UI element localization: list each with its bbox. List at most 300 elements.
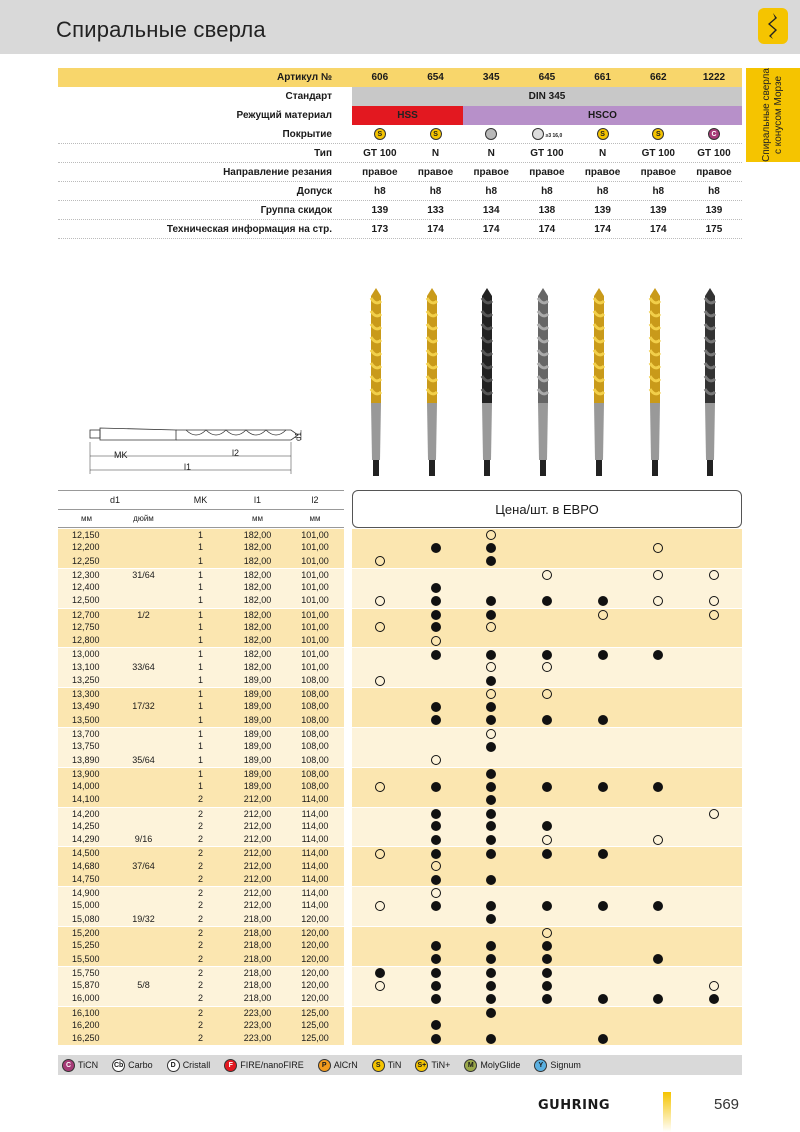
availability-cell bbox=[408, 569, 464, 581]
availability-cell bbox=[630, 740, 686, 753]
availability-cell bbox=[630, 833, 686, 846]
col-d1-inch: дюйм bbox=[133, 514, 154, 523]
cell-d1-inch bbox=[115, 768, 172, 780]
cell-d1-inch bbox=[115, 887, 172, 899]
availability-cell bbox=[463, 927, 519, 939]
cell-mk: 1 bbox=[197, 609, 203, 620]
availability-cell bbox=[463, 648, 519, 660]
legend-label: Signum bbox=[550, 1060, 581, 1070]
legend-label: AlCrN bbox=[333, 1060, 358, 1070]
cell-d1-mm: 13,250 bbox=[72, 674, 100, 685]
table-row bbox=[58, 767, 742, 780]
stock-dot-icon bbox=[431, 1034, 441, 1044]
cell-l2: 101,00 bbox=[301, 609, 329, 620]
availability-cell bbox=[630, 979, 686, 992]
cell-mk: 2 bbox=[197, 888, 203, 899]
on-request-dot-icon bbox=[653, 543, 663, 553]
availability-cell bbox=[352, 927, 408, 939]
cell-l2: 125,00 bbox=[301, 1019, 329, 1030]
availability-cell bbox=[630, 621, 686, 634]
cell-mk: 1 bbox=[197, 569, 203, 580]
direction-0: правое bbox=[362, 167, 398, 178]
availability-cell bbox=[630, 714, 686, 727]
cell-l1: 212,00 bbox=[243, 860, 272, 871]
spec-row-info bbox=[58, 220, 742, 239]
availability-cell bbox=[575, 860, 631, 873]
availability-cell bbox=[463, 979, 519, 992]
legend-item bbox=[372, 1059, 402, 1072]
tolerance-6: h8 bbox=[708, 186, 720, 197]
dimension-diagram bbox=[86, 418, 306, 483]
cell-d1-inch bbox=[115, 1032, 172, 1045]
availability-cell bbox=[463, 780, 519, 793]
availability-cell bbox=[519, 768, 575, 780]
cell-d1-mm: 13,890 bbox=[72, 754, 100, 765]
cell-l2: 108,00 bbox=[301, 701, 329, 712]
diagram-l1: l1 bbox=[184, 462, 192, 472]
table-row bbox=[58, 661, 742, 674]
availability-cell bbox=[519, 529, 575, 541]
cell-l2: 120,00 bbox=[301, 993, 329, 1004]
availability-cell bbox=[686, 808, 742, 820]
availability-cell bbox=[352, 887, 408, 899]
availability-cell bbox=[686, 555, 742, 568]
cell-d1-mm: 14,680 bbox=[72, 860, 100, 871]
cell-l2: 108,00 bbox=[301, 728, 329, 739]
tolerance-5: h8 bbox=[652, 186, 665, 197]
cell-d1-mm: 13,750 bbox=[72, 741, 100, 752]
cell-mk: 1 bbox=[197, 542, 203, 553]
on-request-dot-icon bbox=[431, 755, 441, 765]
cell-mk: 2 bbox=[197, 900, 203, 911]
cell-d1-inch: 35/64 bbox=[132, 754, 155, 765]
availability-cell bbox=[575, 913, 631, 926]
stock-dot-icon bbox=[486, 650, 496, 660]
availability-cell bbox=[575, 700, 631, 713]
cell-d1-inch bbox=[115, 939, 172, 952]
coating-legend-icon: Y bbox=[534, 1059, 547, 1072]
cell-d1-inch bbox=[115, 967, 172, 979]
drill-image bbox=[535, 288, 551, 478]
availability-cell bbox=[519, 621, 575, 634]
availability-cell bbox=[463, 873, 519, 886]
cell-l1: 182,00 bbox=[243, 569, 272, 580]
on-request-dot-icon bbox=[375, 556, 385, 566]
availability-cell bbox=[686, 833, 742, 846]
stock-dot-icon bbox=[542, 968, 552, 978]
cell-l1: 189,00 bbox=[243, 768, 272, 779]
availability-cell bbox=[519, 887, 575, 899]
cell-l1: 182,00 bbox=[243, 582, 272, 593]
on-request-dot-icon bbox=[542, 662, 552, 672]
cell-d1-inch bbox=[115, 780, 172, 793]
coating-legend-icon: C bbox=[62, 1059, 75, 1072]
cell-d1-inch bbox=[115, 555, 172, 568]
availability-cell bbox=[408, 1019, 464, 1032]
legend-item bbox=[415, 1059, 450, 1072]
stock-dot-icon bbox=[431, 1020, 441, 1030]
cell-mk: 1 bbox=[197, 768, 203, 779]
availability-cell bbox=[408, 860, 464, 873]
availability-cell bbox=[352, 820, 408, 833]
cell-l2: 120,00 bbox=[301, 980, 329, 991]
table-row bbox=[58, 568, 742, 581]
cell-d1-mm: 14,100 bbox=[72, 794, 100, 805]
availability-cell bbox=[519, 555, 575, 568]
cell-d1-mm: 14,250 bbox=[72, 820, 100, 831]
availability-cell bbox=[408, 953, 464, 966]
cell-d1-mm: 14,290 bbox=[72, 834, 100, 845]
cell-d1-inch bbox=[115, 674, 172, 687]
availability-cell bbox=[630, 939, 686, 952]
type-5: GT 100 bbox=[641, 148, 675, 159]
on-request-dot-icon bbox=[709, 981, 719, 991]
info-page-3: 174 bbox=[538, 224, 556, 235]
stock-dot-icon bbox=[486, 821, 496, 831]
cell-d1-mm: 12,300 bbox=[72, 569, 100, 580]
cell-d1-inch bbox=[115, 847, 172, 859]
col-mk: MK bbox=[193, 495, 208, 505]
availability-cell bbox=[575, 967, 631, 979]
table-row bbox=[58, 846, 742, 859]
availability-cell bbox=[408, 529, 464, 541]
cell-l1: 212,00 bbox=[243, 888, 272, 899]
cell-d1-inch: 1/2 bbox=[137, 609, 150, 620]
availability-cell bbox=[630, 541, 686, 554]
availability-cell bbox=[352, 833, 408, 846]
spec-row-direction bbox=[58, 163, 742, 182]
availability-cell bbox=[463, 634, 519, 647]
cell-l1: 182,00 bbox=[243, 649, 272, 660]
availability-cell bbox=[352, 594, 408, 607]
cell-mk: 1 bbox=[197, 701, 203, 712]
availability-cell bbox=[575, 768, 631, 780]
table-row bbox=[58, 807, 742, 820]
availability-cell bbox=[686, 569, 742, 581]
type-0: GT 100 bbox=[363, 148, 397, 159]
availability-cell bbox=[519, 609, 575, 621]
coating-legend-icon: P bbox=[318, 1059, 331, 1072]
availability-cell bbox=[519, 728, 575, 740]
stock-dot-icon bbox=[653, 782, 663, 792]
cell-d1-mm: 15,080 bbox=[72, 913, 100, 924]
col-l2: l2 bbox=[311, 495, 319, 505]
cell-l2: 114,00 bbox=[301, 888, 329, 899]
info-page-6: 175 bbox=[705, 224, 723, 235]
availability-cell bbox=[408, 808, 464, 820]
availability-cell bbox=[352, 873, 408, 886]
availability-cell bbox=[630, 953, 686, 966]
stock-dot-icon bbox=[598, 596, 608, 606]
availability-cell bbox=[575, 555, 631, 568]
coating-legend-icon: Cb bbox=[112, 1059, 125, 1072]
table-row bbox=[58, 555, 742, 568]
table-row bbox=[58, 1019, 742, 1032]
cell-mk: 2 bbox=[197, 927, 203, 938]
stock-dot-icon bbox=[486, 835, 496, 845]
cell-d1-mm: 15,870 bbox=[72, 980, 100, 991]
availability-cell bbox=[519, 967, 575, 979]
table-row bbox=[58, 740, 742, 753]
availability-cell bbox=[575, 793, 631, 806]
availability-cell bbox=[630, 648, 686, 660]
on-request-dot-icon bbox=[542, 570, 552, 580]
availability-cell bbox=[575, 621, 631, 634]
table-row bbox=[58, 820, 742, 833]
availability-cell bbox=[463, 609, 519, 621]
availability-cell bbox=[575, 939, 631, 952]
cell-d1-inch: 31/64 bbox=[132, 569, 155, 580]
cell-d1-mm: 14,900 bbox=[72, 888, 100, 899]
stock-dot-icon bbox=[486, 795, 496, 805]
cell-d1-mm: 15,000 bbox=[72, 900, 100, 911]
cell-l1: 182,00 bbox=[243, 621, 272, 632]
stock-dot-icon bbox=[653, 901, 663, 911]
availability-cell bbox=[408, 609, 464, 621]
info-label: Техническая информация на стр. bbox=[166, 223, 332, 235]
legend-item bbox=[62, 1059, 98, 1072]
availability-cell bbox=[519, 780, 575, 793]
availability-cell bbox=[575, 740, 631, 753]
stock-dot-icon bbox=[486, 742, 496, 752]
cell-d1-mm: 12,200 bbox=[72, 542, 100, 553]
on-request-dot-icon bbox=[486, 622, 496, 632]
discount-1: 133 bbox=[427, 205, 444, 216]
stock-dot-icon bbox=[431, 809, 441, 819]
stock-dot-icon bbox=[542, 782, 552, 792]
availability-cell bbox=[352, 913, 408, 926]
table-row bbox=[58, 793, 742, 806]
availability-cell bbox=[630, 913, 686, 926]
cell-l1: 189,00 bbox=[243, 714, 272, 725]
cell-d1-mm: 13,500 bbox=[72, 714, 100, 725]
cell-d1-mm: 12,500 bbox=[72, 595, 100, 606]
availability-cell bbox=[686, 581, 742, 594]
stock-dot-icon bbox=[431, 610, 441, 620]
availability-cell bbox=[575, 688, 631, 700]
availability-cell bbox=[519, 1019, 575, 1032]
availability-cell bbox=[575, 780, 631, 793]
cell-l2: 101,00 bbox=[301, 530, 329, 540]
stock-dot-icon bbox=[431, 875, 441, 885]
cell-d1-mm: 12,750 bbox=[72, 621, 100, 632]
availability-cell bbox=[463, 728, 519, 740]
col-l1: l1 bbox=[253, 495, 261, 505]
availability-cell bbox=[630, 529, 686, 541]
availability-cell bbox=[630, 634, 686, 647]
stock-dot-icon bbox=[542, 821, 552, 831]
availability-cell bbox=[463, 674, 519, 687]
stock-dot-icon bbox=[486, 715, 496, 725]
cell-l2: 101,00 bbox=[301, 595, 329, 606]
stock-dot-icon bbox=[431, 941, 441, 951]
availability-cell bbox=[352, 581, 408, 594]
stock-dot-icon bbox=[486, 968, 496, 978]
availability-cell bbox=[630, 873, 686, 886]
availability-cell bbox=[463, 581, 519, 594]
article-3: 645 bbox=[538, 72, 556, 83]
availability-cell bbox=[408, 648, 464, 660]
availability-cell bbox=[575, 581, 631, 594]
availability-cell bbox=[575, 873, 631, 886]
cell-l2: 125,00 bbox=[301, 1007, 329, 1018]
availability-cell bbox=[352, 939, 408, 952]
availability-cell bbox=[463, 939, 519, 952]
availability-cell bbox=[575, 992, 631, 1005]
cell-l2: 108,00 bbox=[301, 781, 329, 792]
availability-cell bbox=[686, 714, 742, 727]
stock-dot-icon bbox=[486, 875, 496, 885]
availability-cell bbox=[575, 634, 631, 647]
availability-cell bbox=[519, 541, 575, 554]
type-1: N bbox=[431, 148, 440, 159]
availability-cell bbox=[686, 674, 742, 687]
tolerance-label: Допуск bbox=[296, 185, 332, 197]
table-row bbox=[58, 634, 742, 647]
availability-cell bbox=[408, 674, 464, 687]
availability-cell bbox=[686, 820, 742, 833]
availability-cell bbox=[519, 1007, 575, 1019]
stock-dot-icon bbox=[598, 715, 608, 725]
availability-cell bbox=[630, 967, 686, 979]
stock-dot-icon bbox=[486, 782, 496, 792]
cell-l1: 218,00 bbox=[243, 927, 272, 938]
availability-cell bbox=[519, 740, 575, 753]
availability-cell bbox=[575, 674, 631, 687]
cell-d1-mm: 13,900 bbox=[72, 768, 100, 779]
col-l2-mm: мм bbox=[309, 514, 321, 523]
availability-cell bbox=[352, 648, 408, 660]
cell-mk: 1 bbox=[197, 649, 203, 660]
direction-2: правое bbox=[473, 167, 509, 178]
stock-dot-icon bbox=[486, 769, 496, 779]
bright-coating-icon bbox=[485, 128, 497, 140]
availability-cell bbox=[352, 674, 408, 687]
cell-l1: 182,00 bbox=[243, 661, 272, 672]
availability-cell bbox=[519, 688, 575, 700]
availability-cell bbox=[352, 728, 408, 740]
availability-cell bbox=[519, 899, 575, 912]
availability-cell bbox=[352, 953, 408, 966]
availability-cell bbox=[575, 927, 631, 939]
cell-d1-inch bbox=[115, 648, 172, 660]
stock-dot-icon bbox=[431, 821, 441, 831]
availability-cell bbox=[408, 541, 464, 554]
availability-cell bbox=[575, 594, 631, 607]
availability-cell bbox=[463, 887, 519, 899]
table-row bbox=[58, 913, 742, 926]
availability-cell bbox=[519, 860, 575, 873]
availability-cell bbox=[575, 833, 631, 846]
availability-cell bbox=[463, 899, 519, 912]
availability-cell bbox=[630, 594, 686, 607]
stock-dot-icon bbox=[598, 782, 608, 792]
availability-cell bbox=[686, 594, 742, 607]
stock-dot-icon bbox=[709, 994, 719, 1004]
on-request-dot-icon bbox=[486, 729, 496, 739]
cell-mk: 1 bbox=[197, 674, 203, 685]
material-label: Режущий материал bbox=[236, 110, 332, 121]
stock-dot-icon bbox=[431, 954, 441, 964]
coating-5 bbox=[630, 125, 686, 143]
cell-d1-inch bbox=[115, 899, 172, 912]
stock-dot-icon bbox=[486, 901, 496, 911]
availability-cell bbox=[630, 1032, 686, 1045]
on-request-dot-icon bbox=[653, 596, 663, 606]
cell-l2: 108,00 bbox=[301, 741, 329, 752]
tolerance-2: h8 bbox=[485, 186, 498, 197]
cell-d1-inch: 17/32 bbox=[132, 701, 155, 712]
cell-l1: 218,00 bbox=[243, 953, 272, 964]
stock-dot-icon bbox=[486, 596, 496, 606]
stock-dot-icon bbox=[653, 954, 663, 964]
stock-dot-icon bbox=[598, 650, 608, 660]
availability-cell bbox=[686, 1019, 742, 1032]
cell-mk: 2 bbox=[197, 913, 203, 924]
stock-dot-icon bbox=[542, 994, 552, 1004]
availability-cell bbox=[519, 820, 575, 833]
availability-cell bbox=[463, 594, 519, 607]
cell-l2: 108,00 bbox=[301, 714, 329, 725]
availability-cell bbox=[519, 754, 575, 767]
discount-6: 139 bbox=[705, 205, 723, 216]
availability-cell bbox=[519, 661, 575, 674]
side-tab-text: Спиральные сверла с конусом Морзе bbox=[761, 68, 784, 162]
availability-cell bbox=[575, 1007, 631, 1019]
spec-row-standard bbox=[58, 87, 742, 106]
availability-cell bbox=[686, 1007, 742, 1019]
cell-d1-mm: 12,250 bbox=[72, 555, 100, 566]
on-request-dot-icon bbox=[653, 835, 663, 845]
table-row bbox=[58, 873, 742, 886]
on-request-dot-icon bbox=[709, 596, 719, 606]
article-1: 654 bbox=[427, 72, 444, 83]
availability-cell bbox=[408, 820, 464, 833]
availability-cell bbox=[463, 754, 519, 767]
availability-cell bbox=[352, 967, 408, 979]
stock-dot-icon bbox=[431, 715, 441, 725]
availability-cell bbox=[630, 609, 686, 621]
table-row bbox=[58, 621, 742, 634]
info-page-1: 174 bbox=[427, 224, 444, 235]
availability-cell bbox=[352, 714, 408, 727]
availability-cell bbox=[575, 953, 631, 966]
availability-cell bbox=[463, 740, 519, 753]
availability-cell bbox=[575, 714, 631, 727]
cell-d1-inch bbox=[115, 541, 172, 554]
spec-row-discount bbox=[58, 201, 742, 220]
cell-d1-mm: 13,700 bbox=[72, 728, 100, 739]
table-row bbox=[58, 727, 742, 740]
availability-cell bbox=[519, 793, 575, 806]
availability-cell bbox=[352, 992, 408, 1005]
availability-cell bbox=[630, 887, 686, 899]
table-header bbox=[58, 490, 344, 528]
availability-cell bbox=[408, 992, 464, 1005]
cell-l1: 212,00 bbox=[243, 873, 272, 884]
availability-cell bbox=[686, 634, 742, 647]
cell-d1-mm: 15,500 bbox=[72, 953, 100, 964]
cell-l2: 108,00 bbox=[301, 674, 329, 685]
table-row bbox=[58, 700, 742, 713]
availability-cell bbox=[686, 754, 742, 767]
cell-l2: 101,00 bbox=[301, 661, 329, 672]
coating-legend-icon: M bbox=[464, 1059, 477, 1072]
availability-cell bbox=[575, 648, 631, 660]
cell-d1-mm: 14,000 bbox=[72, 781, 100, 792]
table-row bbox=[58, 992, 742, 1005]
availability-cell bbox=[463, 700, 519, 713]
